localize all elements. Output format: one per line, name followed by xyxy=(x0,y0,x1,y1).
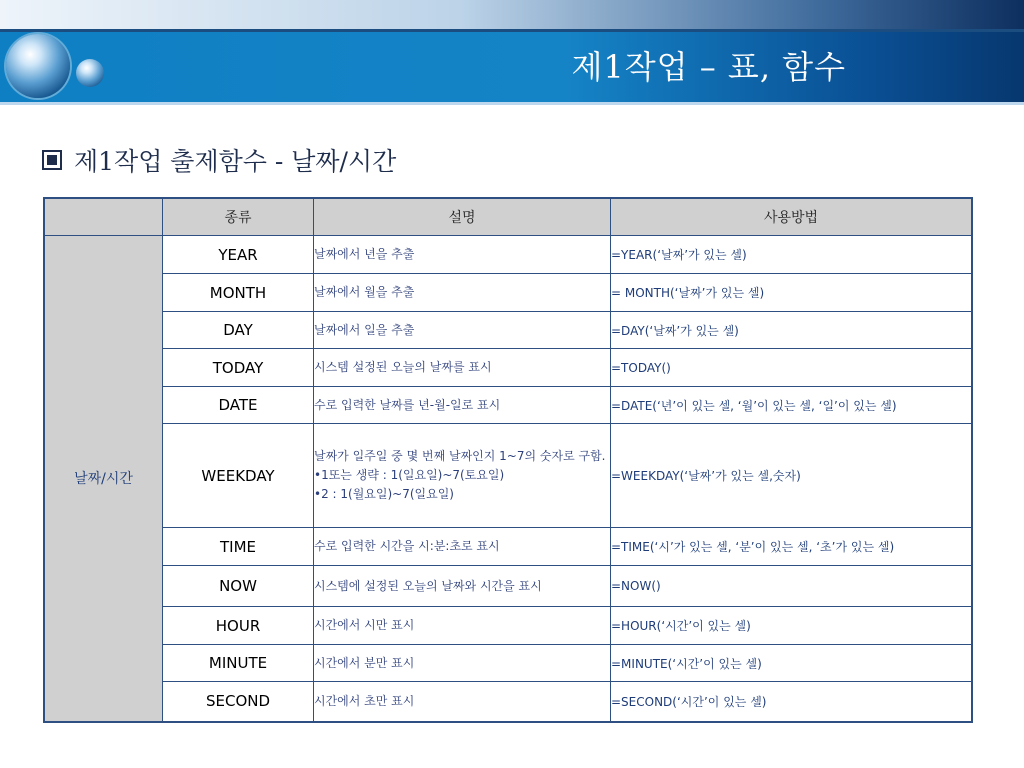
category-cell: 날짜/시간 xyxy=(44,236,163,722)
square-bullet-icon xyxy=(42,150,62,170)
table-row xyxy=(44,236,972,274)
function-name-cell: YEAR xyxy=(163,236,314,274)
description-line: 시스템에 설정된 오늘의 날짜와 시간을 표시 xyxy=(314,578,542,593)
title-band xyxy=(0,32,1024,102)
usage-cell: =WEEKDAY(‘날짜’가 있는 셀,숫자) xyxy=(611,424,973,528)
table-row xyxy=(44,607,972,645)
description-cell xyxy=(314,607,611,645)
function-name-cell: TIME xyxy=(163,528,314,566)
table-row xyxy=(44,645,972,682)
function-name-cell: TODAY xyxy=(163,349,314,387)
description-line: 날짜가 일주일 중 몇 번째 날짜인지 1~7의 숫자로 구함. xyxy=(314,449,606,463)
description-line: 날짜에서 월을 추출 xyxy=(314,285,415,299)
header-cell-description: 설명 xyxy=(314,198,611,236)
usage-cell: =DATE(‘년’이 있는 셀, ‘월’이 있는 셀, ‘일’이 있는 셀) xyxy=(611,387,973,424)
table-row xyxy=(44,274,972,312)
table-body xyxy=(44,236,972,722)
globe-logo-icon xyxy=(6,34,70,98)
description-line: 수로 입력한 시간을 시:분:초로 표시 xyxy=(314,539,500,553)
usage-cell: =YEAR(‘날짜’가 있는 셀) xyxy=(611,236,973,274)
description-line: 시간에서 초만 표시 xyxy=(314,693,415,708)
function-name-cell: MONTH xyxy=(163,274,314,312)
usage-cell: =TODAY() xyxy=(611,349,973,387)
description-cell xyxy=(314,274,611,312)
usage-cell: =MINUTE(‘시간’이 있는 셀) xyxy=(611,645,973,682)
section-heading xyxy=(42,142,396,178)
description-line: •1또는 생략 : 1(일요일)~7(토요일) xyxy=(314,468,505,482)
small-globe-icon xyxy=(76,59,104,87)
function-name-cell: SECOND xyxy=(163,682,314,722)
function-name-cell: DAY xyxy=(163,312,314,349)
description-line: 날짜에서 일을 추출 xyxy=(314,322,415,337)
description-cell xyxy=(314,424,611,528)
description-cell xyxy=(314,682,611,722)
table-header-row xyxy=(44,198,972,236)
header-top-bar xyxy=(0,0,1024,29)
table-row xyxy=(44,566,972,607)
description-cell xyxy=(314,387,611,424)
usage-cell: =DAY(‘날짜’가 있는 셀) xyxy=(611,312,973,349)
table-row xyxy=(44,387,972,424)
table-row xyxy=(44,349,972,387)
slide-title: 제1작업 – 표, 함수 xyxy=(571,48,846,86)
function-table xyxy=(43,197,973,723)
usage-cell: =SECOND(‘시간’이 있는 셀) xyxy=(611,682,973,722)
description-cell xyxy=(314,566,611,607)
usage-cell: =TIME(‘시’가 있는 셀, ‘분’이 있는 셀, ‘초’가 있는 셀) xyxy=(611,528,973,566)
table-row xyxy=(44,528,972,566)
usage-cell: =HOUR(‘시간’이 있는 셀) xyxy=(611,607,973,645)
function-name-cell: HOUR xyxy=(163,607,314,645)
usage-cell: = MONTH(‘날짜’가 있는 셀) xyxy=(611,274,973,312)
header-cell-usage: 사용방법 xyxy=(611,198,973,236)
slide-header xyxy=(0,0,1024,106)
table-row xyxy=(44,312,972,349)
table-row xyxy=(44,682,972,722)
description-cell xyxy=(314,236,611,274)
description-cell xyxy=(314,312,611,349)
description-cell xyxy=(314,349,611,387)
usage-cell: =NOW() xyxy=(611,566,973,607)
title-band-underline xyxy=(0,102,1024,105)
function-name-cell: MINUTE xyxy=(163,645,314,682)
header-cell-empty xyxy=(44,198,163,236)
description-line: 시간에서 시만 표시 xyxy=(314,618,415,632)
table-row xyxy=(44,424,972,528)
function-name-cell: NOW xyxy=(163,566,314,607)
description-cell xyxy=(314,528,611,566)
header-cell-type: 종류 xyxy=(163,198,314,236)
description-line: 시간에서 분만 표시 xyxy=(314,655,415,670)
description-line: 수로 입력한 날짜를 년-월-일로 표시 xyxy=(314,397,501,412)
function-name-cell: WEEKDAY xyxy=(163,424,314,528)
function-name-cell: DATE xyxy=(163,387,314,424)
description-line: 시스템 설정된 오늘의 날짜를 표시 xyxy=(314,360,492,374)
description-cell xyxy=(314,645,611,682)
section-heading-text: 제1작업 출제함수 - 날짜/시간 xyxy=(74,147,397,176)
description-line: 날짜에서 년을 추출 xyxy=(314,247,415,261)
description-line: •2 : 1(월요일)~7(일요일) xyxy=(314,487,454,501)
